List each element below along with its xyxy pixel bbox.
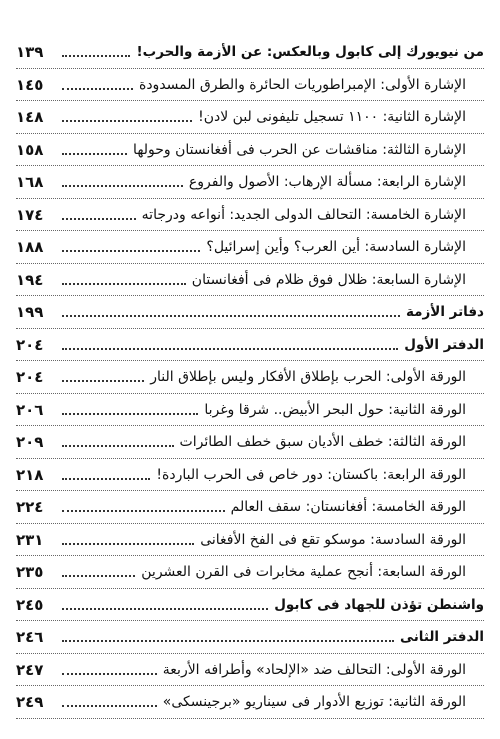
section-title: الدفتر الثانى xyxy=(400,629,484,646)
toc-row xyxy=(16,264,484,297)
dot-leader xyxy=(62,380,144,382)
page-number: ١٨٨ xyxy=(16,238,44,257)
dot-leader xyxy=(62,510,225,512)
page-number: ٢٠٦ xyxy=(16,400,44,419)
page-number: ١٦٨ xyxy=(16,173,44,192)
page-number: ٢٠٩ xyxy=(16,433,44,452)
toc-row xyxy=(16,166,484,199)
dot-leader xyxy=(62,608,268,610)
entry-title: الورقة الثالثة: خطف الأديان سبق خطف الطائرات xyxy=(179,434,466,451)
entry-title: الإشارة الأولى: الإمبراطوريات الحائرة والطرق المسدودة xyxy=(138,76,466,93)
page-number: ٢٠٤ xyxy=(16,368,44,387)
toc-row xyxy=(16,426,484,459)
section-title: دفاتر الأزمة xyxy=(405,304,484,321)
page-number: ١٧٤ xyxy=(16,205,44,224)
entry-title: الإشارة الخامسة: التحالف الدولى الجديد: أنواعه ودرجاته xyxy=(141,206,466,223)
dot-leader xyxy=(62,283,186,285)
entry-title: الإشارة الرابعة: مسألة الإرهاب: الأصول والفروع xyxy=(188,174,466,191)
page-number: ٢٤٧ xyxy=(16,660,44,679)
entry-title: الإشارة السابعة: ظلال فوق ظلام فى أفغانستان xyxy=(191,271,466,288)
section-title: الدفتر الأول xyxy=(404,336,484,353)
page-number: ١٩٤ xyxy=(16,270,44,289)
entry-title: الإشارة الثالثة: مناقشات عن الحرب فى أفغانستان وحولها xyxy=(133,141,466,158)
toc-row xyxy=(16,101,484,134)
page-number: ٢٤٦ xyxy=(16,628,44,647)
entry-title: الإشارة الثانية: ١١٠٠ تسجيل تليفونى لبن لادن! xyxy=(198,109,466,126)
toc-row xyxy=(16,231,484,264)
dot-leader xyxy=(62,445,174,447)
dot-leader xyxy=(62,673,157,675)
page-number: ٢٠٤ xyxy=(16,335,44,354)
page-number: ٢٣١ xyxy=(16,530,44,549)
toc-row xyxy=(16,621,484,654)
toc-row xyxy=(16,296,484,329)
dot-leader xyxy=(62,413,198,415)
toc-row xyxy=(16,134,484,167)
table-of-contents xyxy=(16,36,484,719)
toc-row xyxy=(16,361,484,394)
page-number: ٢١٨ xyxy=(16,465,44,484)
page-number: ١٤٨ xyxy=(16,108,44,127)
dot-leader xyxy=(62,315,400,317)
entry-title: الورقة السادسة: موسكو تقع فى الفخ الأفغانى xyxy=(200,531,466,548)
page-number: ٢٤٩ xyxy=(16,693,44,712)
dot-leader xyxy=(62,55,130,57)
dot-leader xyxy=(62,88,133,90)
toc-row xyxy=(16,36,484,69)
page-number: ١٤٥ xyxy=(16,75,44,94)
entry-title: الورقة الأولى: الحرب بإطلاق الأفكار وليس بإطلاق النار xyxy=(150,369,466,386)
toc-row xyxy=(16,69,484,102)
dot-leader xyxy=(62,705,157,707)
toc-row xyxy=(16,394,484,427)
page-number: ٢٢٤ xyxy=(16,498,44,517)
dot-leader xyxy=(62,575,135,577)
page-number: ١٣٩ xyxy=(16,43,44,62)
dot-leader xyxy=(62,218,136,220)
page-number: ٢٤٥ xyxy=(16,595,44,614)
dot-leader xyxy=(62,478,150,480)
toc-row xyxy=(16,491,484,524)
dot-leader xyxy=(62,640,394,642)
page-number: ١٩٩ xyxy=(16,303,44,322)
dot-leader xyxy=(62,153,127,155)
entry-title: الإشارة السادسة: أين العرب؟ وأين إسرائيل؟ xyxy=(206,239,466,256)
dot-leader xyxy=(62,185,183,187)
toc-row xyxy=(16,524,484,557)
toc-row xyxy=(16,556,484,589)
entry-title: الورقة الأولى: التحالف ضد «الإلحاد» وأطرافه الأربعة xyxy=(162,661,466,678)
toc-row xyxy=(16,459,484,492)
dot-leader xyxy=(62,120,192,122)
entry-title: الورقة الخامسة: أفغانستان: سقف العالم xyxy=(230,499,466,516)
section-title: واشنطن تؤذن للجهاد فى كابول xyxy=(274,596,484,613)
toc-row xyxy=(16,199,484,232)
toc-row xyxy=(16,329,484,362)
entry-title: الورقة الرابعة: باكستان: دور خاص فى الحرب الباردة! xyxy=(156,466,466,483)
entry-title: الورقة الثانية: توزيع الأدوار فى سيناريو «برجينسكى» xyxy=(162,694,466,711)
dot-leader xyxy=(62,348,398,350)
toc-row xyxy=(16,589,484,622)
toc-row xyxy=(16,686,484,719)
page-number: ١٥٨ xyxy=(16,140,44,159)
section-title: من نيويورك إلى كابول وبالعكس: عن الأزمة والحرب! xyxy=(136,44,484,61)
entry-title: الورقة الثانية: حول البحر الأبيض.. شرقا وغربا xyxy=(204,401,466,418)
dot-leader xyxy=(62,543,194,545)
entry-title: الورقة السابعة: أنجح عملية مخابرات فى القرن العشرين xyxy=(141,564,466,581)
toc-row xyxy=(16,654,484,687)
page-number: ٢٣٥ xyxy=(16,563,44,582)
dot-leader xyxy=(62,250,200,252)
